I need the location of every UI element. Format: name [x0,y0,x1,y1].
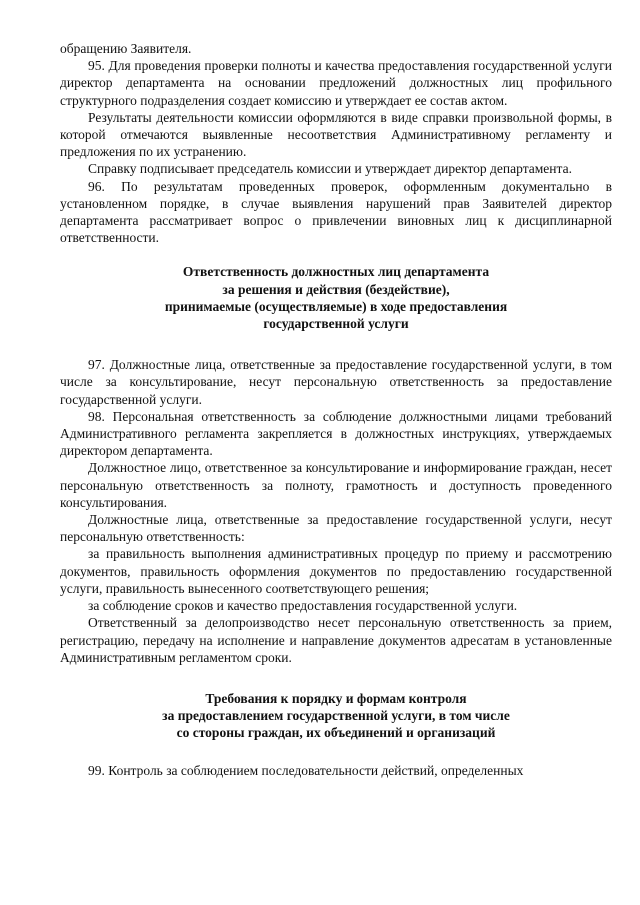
paragraph-98-records: Ответственный за делопроизводство несет персональную ответственность за прием, регистрацию, передачу на исполнение и направление документов адресатам в установленные Административным регламентом сроки. [60,615,612,665]
paragraph-95: 95. Для проведения проверки полноты и качества предоставления государственной услуги директор департамента на основании предложений должностных лиц профильного структурного подразделения создает комиссию и утверждает ее состав актом. [60,58,612,108]
paragraph-98: 98. Персональная ответственность за соблюдение должностными лицами требований Административного регламента закрепляется в должностных инструкциях, утверждаемых директором департамента. [60,408,612,459]
paragraph-96: 96. По результатам проведенных проверок, оформленным документально в установленном порядке, в случае выявления нарушений прав Заявителей директор департамента рассматривает вопрос о привлечении виновных лиц к дисциплинарной ответственности. [60,178,612,246]
paragraph-98-officials: Должностные лица, ответственные за предоставление государственной услуги, несут персональную ответственность: [60,512,612,545]
paragraph-99: 99. Контроль за соблюдением последовательности действий, определенных [88,762,524,778]
heading-line: принимаемые (осуществляемые) в ходе предоставления [164,298,508,314]
heading-line: со стороны граждан, их объединений и организаций [176,725,496,741]
document-page [60,40,612,779]
paragraph-98-item-1: за правильность выполнения административных процедур по приему и рассмотрению документов, правильность оформления документов по предоставлению государственной услуги, правильность вынесенного соответствующего решения; [60,546,612,596]
section-heading-control [60,690,612,742]
paragraph-98-item-2: за соблюдение сроков и качество предоставления государственной услуги. [88,598,518,614]
heading-line: за предоставлением государственной услуги, в том числе [162,708,510,724]
paragraph-95-results: Результаты деятельности комиссии оформляются в виде справки произвольной формы, в которой отмечаются выявленные несоответствия Административному регламенту и предложения по их устранению. [60,109,612,160]
heading-line: Ответственность должностных лиц департамента [182,264,490,280]
paragraph-98-consult: Должностное лицо, ответственное за консультирование и информирование граждан, несет персональную ответственность за полноту, грамотность и доступность проведенного консультирования. [60,460,612,510]
heading-line: за решения и действия (бездействие), [222,281,450,297]
section-heading-responsibility [60,263,612,332]
heading-line: государственной услуги [263,316,409,332]
paragraph-95-sign: Справку подписывает председатель комиссии и утверждает директор департамента. [88,161,572,177]
heading-line: Требования к порядку и формам контроля [205,690,467,706]
paragraph-intro: обращению Заявителя. [60,41,192,56]
paragraph-97: 97. Должностные лица, ответственные за предоставление государственной услуги, в том числе за консультирование, несут персональную ответственность за предоставление государственной услуги. [60,357,612,407]
